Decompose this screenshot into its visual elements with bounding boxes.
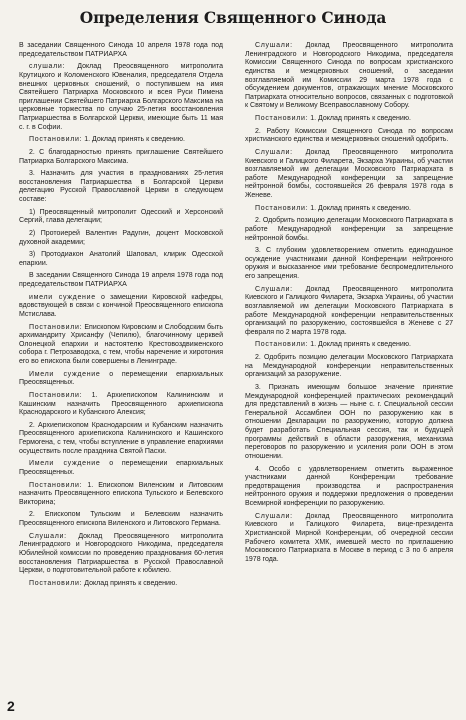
paragraph: слушали: Доклад Преосвященного митрополита Крутицкого и Коломенского Ювеналия, председателя Отдела внешних церковных сношений, о поступившем на имя Святейшего Патриарха Московского и всея Руси Пимена приглашении Святейшего Патриарха Болгарского Максима на церковные торжества по случаю 25-летия восстановления Патриаршества в Болгарской Церкви, имеющие быть 11 мая с. г. в Софии. <box>19 63 223 131</box>
paragraph: 4. Особо с удовлетворением отметить выраженное участниками данной Конференции требование предотвращения производства и распространения нейтронного оружия и поддержки предложения о проведении Всемирной конференции по разоружению. <box>245 465 453 507</box>
paragraph: 2. Епископом Тульским и Белевским назначить Преосвященного епископа Виленского и Литовского Германа. <box>19 511 223 527</box>
page-number: 2 <box>7 698 15 714</box>
paragraph: Постановили: Доклад принять к сведению. <box>29 579 178 587</box>
paragraph: Имели суждение о перемещении епархиальных Преосвященных. <box>19 370 223 387</box>
right-column <box>245 42 453 568</box>
paragraph: Имели суждение о перемещении епархиальных Преосвященных. <box>19 460 223 476</box>
paragraph: Слушали: Доклад Преосвященного митрополита Киевского и Галицкого Филарета, Экзарха Украины, об участии возглавляемой им делегации Московского Патриархата в работе Международной конференции неправительственных организаций по разоружению, состоявшейся в Женеве с 27 февраля по 2 марта 1978 года. <box>245 285 453 336</box>
paragraph: 3. Назначить для участия в празднованиях 25-летия восстановления Патриаршества в Болгарской Церкви делегацию Русской Православной Церкви в следующем составе: <box>19 170 223 203</box>
paragraph: 2. Архиепископом Краснодарским и Кубанским назначить Преосвященного архиепископа Калининского и Кашинского Гермогена, с тем, чтобы вступление в управление епархиями осуществить после праздника Святой Пасхи. <box>19 421 223 455</box>
paragraph: 2. Одобрить позицию делегации Московского Патриархата на Международной конференции неправительственных организаций за разоружение. <box>245 354 453 379</box>
paragraph: 3) Протодиакон Анатолий Шаповал, клирик Одесской епархии. <box>19 251 223 267</box>
paragraph: 2. С благодарностью принять приглашение Святейшего Патриарха Болгарского Максима. <box>19 148 223 165</box>
paragraph: 3. С глубоким удовлетворением отметить единодушное осуждение участниками данной Конференции нейтронного оружия и высказанное ими требование беспромедлительного его запрещения. <box>245 247 453 280</box>
paragraph: В заседании Священного Синода 10 апреля 1978 года под председательством ПАТРИАРХА <box>19 42 223 58</box>
paragraph: 2. Одобрить позицию делегации Московского Патриархата в работе Международной конференции за запрещение нейтронной бомбы. <box>245 217 453 242</box>
paragraph: Постановили: 1. Доклад принять к сведению. <box>255 115 411 122</box>
paragraph: Постановили: 1. Доклад принять к сведению. <box>255 341 411 349</box>
paragraph: Постановили: 1. Епископом Виленским и Литовским назначить Преосвященного епископа Тульского и Белевского Викторина; <box>19 481 223 506</box>
paragraph: В заседании Священного Синода 19 апреля 1978 года под председательством ПАТРИАРХА <box>19 272 223 288</box>
paragraph: 1) Преосвященный митрополит Одесский и Херсонский Сергий, глава делегации; <box>19 208 223 225</box>
page-title: Определения Священного Синода <box>79 9 387 27</box>
paragraph: 2. Работу Комиссии Священного Синода по вопросам христианского единства и межцерковных сношений одобрить. <box>245 127 453 144</box>
paragraph: Слушали: Доклад Преосвященного митрополита Ленинградского и Новгородского Никодима, председателя Юбилейной комиссии по проведению празднования 60-летия восстановления Патриаршества в Русской Православной Церкви, о подготовительной работе к юбилею. <box>19 532 224 575</box>
paragraph: Постановили: Епископом Кировским и Слободским быть архимандриту Хрисанфу (Чепилю), благочинному церквей Олонецкой епархии и настоятелю Крестовоздвиженского собора г. Петрозаводска, с тем, чтобы наречение и хиротония его во епископа были совершены в Ленинграде. <box>19 323 223 365</box>
paragraph: Слушали: Доклад Преосвященного митрополита Ленинградского и Новгородского Никодима, председателя Комиссии Священного Синода по вопросам христианского единства и межцерковных сношений, о заседании возглавляемой им Комиссии 29 марта 1978 года с обсуждением документов, отражающих мнение Московского Патриархата относительно вопросов, связанных с подготовкой к Святому и Великому Всеправославному Собору. <box>245 42 453 110</box>
paragraph: 2) Протоиерей Валентин Радугин, доцент Московской духовной академии; <box>19 229 223 246</box>
paragraph: 3. Признать имеющим большое значение принятие Международной конференцией практических рекомендаций для представлений в жизнь — ныне с. г. Специальной сессии Генеральной Ассамблеи ООН по разоружению как в отношении Декларации по разоружению, которую должна будет разработать Специальная сессия, так и будущей программы действий в области разоружения, механизма переговоров по разоружению и усиления роли ООН в этом отношении. <box>245 383 453 460</box>
paragraph: Постановили: 1. Доклад принять к сведению. <box>255 204 411 212</box>
paragraph: Постановили: 1. Доклад принять к сведению. <box>29 136 185 144</box>
paragraph: Слушали: Доклад Преосвященного митрополита Киевского и Галицкого Филарета, Экзарха Украины, об участии возглавляемой им делегации Московского Патриархата в работе Международной конференции за запрещение нейтронной бомбы, состоявшейся 26 февраля 1978 года в Женеве. <box>245 148 453 199</box>
paragraph: Постановили: 1. Архиепископом Калининским и Кашинским назначить Преосвященного архиепископа Краснодарского и Кубанского Алексия; <box>19 391 223 417</box>
paragraph: имели суждение о замещении Кировской кафедры, вдовствующей в связи с кончиной Преосвященного епископа Мстислава. <box>19 293 224 318</box>
left-column <box>19 42 223 592</box>
paragraph: Слушали: Доклад Преосвященного митрополита Киевского и Галицкого Филарета, вице-президента Христианской Мирной Конференции, об очередной сессии Рабочего комитета ХМК, имевшей место по приглашению Московского Патриархата в Москве в период с 3 по 6 апреля 1978 года. <box>245 512 453 563</box>
